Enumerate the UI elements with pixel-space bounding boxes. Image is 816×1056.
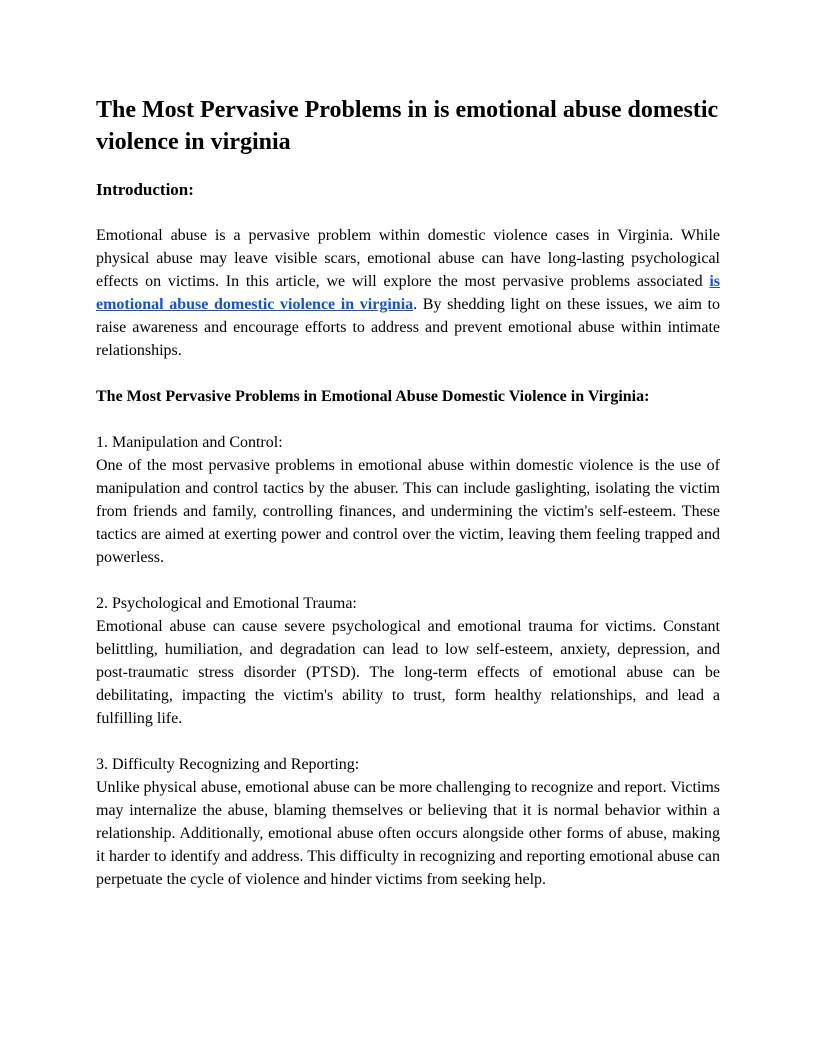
list-item [96, 592, 720, 730]
item-title: 2. Psychological and Emotional Trauma: [96, 595, 357, 612]
item-title: 3. Difficulty Recognizing and Reporting: [96, 756, 360, 773]
item-body: Emotional abuse can cause severe psychological and emotional trauma for victims. Constant belittling, humiliation, and degradation can lead to low self-esteem, anxiety, depression, and post-traumatic stress disorder (PTSD). The long-term effects of emotional abuse can be debilitating, impacting the victim's ability to trust, form healthy relationships, and lead a fulfilling life. [96, 618, 720, 727]
intro-heading: Introduction: [96, 180, 194, 199]
section-heading: The Most Pervasive Problems in Emotional Abuse Domestic Violence in Virginia: [96, 388, 650, 405]
list-item [96, 753, 720, 891]
list-item [96, 431, 720, 569]
intro-paragraph [96, 224, 720, 362]
intro-text: Emotional abuse is a pervasive problem within domestic violence cases in Virginia. While physical abuse may leave visible scars, emotional abuse can have long-lasting psychological effects on victims. In this article, we will explore the most pervasive problems associated [96, 227, 720, 290]
keyword-link[interactable]: is emotional abuse domestic violence in virginia [96, 273, 720, 313]
item-body: One of the most pervasive problems in emotional abuse within domestic violence is the use of manipulation and control tactics by the abuser. This can include gaslighting, isolating the victim from friends and family, controlling finances, and undermining the victim's self-esteem. These tactics are aimed at exerting power and control over the victim, leaving them feeling trapped and powerless. [96, 457, 720, 566]
page-title: The Most Pervasive Problems in is emotional abuse domestic violence in virginia [96, 97, 719, 155]
intro-text-end: . By shedding light on these issues, we aim to raise awareness and encourage efforts to address and prevent emotional abuse within intimate relationships. [96, 296, 720, 359]
item-body: Unlike physical abuse, emotional abuse can be more challenging to recognize and report. Victims may internalize the abuse, blaming themselves or believing that it is normal behavior within a relationship. Additionally, emotional abuse often occurs alongside other forms of abuse, making it harder to identify and address. This difficulty in recognizing and reporting emotional abuse can perpetuate the cycle of violence and hinder victims from seeking help. [96, 779, 720, 888]
item-title: 1. Manipulation and Control: [96, 434, 283, 451]
